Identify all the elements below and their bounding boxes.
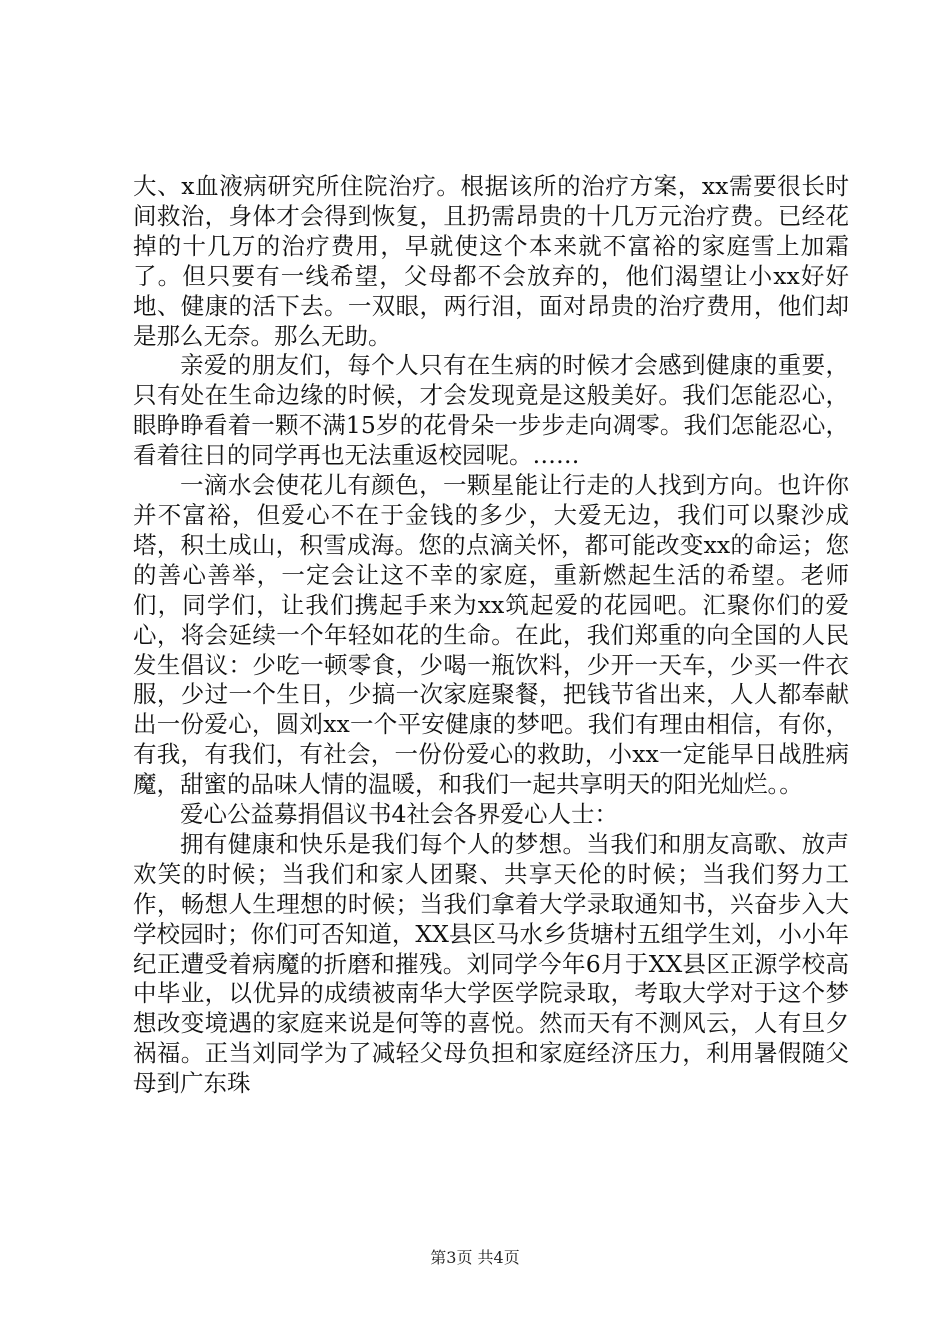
- page-number-footer: 第3页 共4页: [430, 1248, 520, 1267]
- paragraph-5: 拥有健康和快乐是我们每个人的梦想。当我们和朋友高歌、放声欢笑的时候；当我们和家人团聚、共享天伦的时候；当我们努力工作，畅想人生理想的时候；当我们拿着大学录取通知书，兴奋步入大学校园时；你们可否知道，XX县区马水乡货塘村五组学生刘，小小年纪正遭受着病魔的折磨和摧残。刘同学今年6月于XX县区正源学校高中毕业，以优异的成绩被南华大学医学院录取，考取大学对于这个梦想改变境遇的家庭来说是何等的喜悦。然而天有不测风云，人有旦夕祸福。正当刘同学为了减轻父母负担和家庭经济压力，利用暑假随父母到广东珠: [133, 829, 849, 1098]
- paragraph-2: 亲爱的朋友们，每个人只有在生病的时候才会感到健康的重要，只有处在生命边缘的时候，才会发现竟是这般美好。我们怎能忍心，眼睁睁看着一颗不满15岁的花骨朵一步步走向凋零。我们怎能忍心，看着往日的同学再也无法重返校园呢。……: [133, 351, 849, 470]
- paragraph-1: 大、x血液病研究所住院治疗。根据该所的治疗方案，xx需要很长时间救治，身体才会得到恢复，且扔需昂贵的十几万元治疗费。已经花掉的十几万的治疗费用，早就使这个本来就不富裕的家庭雪上加霜了。但只要有一线希望，父母都不会放弃的，他们渴望让小xx好好地、健康的活下去。一双眼，两行泪，面对昂贵的治疗费用，他们却是那么无奈。那么无助。: [133, 172, 849, 350]
- paragraph-4-heading: 爱心公益募捐倡议书4社会各界爱心人士：: [180, 800, 618, 829]
- paragraph-3: 一滴水会使花儿有颜色，一颗星能让行走的人找到方向。也许你并不富裕，但爱心不在于金钱的多少，大爱无边，我们可以聚沙成塔，积土成山，积雪成海。您的点滴关怀，都可能改变xx的命运；您的善心善举，一定会让这不幸的家庭，重新燃起生活的希望。老师们，同学们，让我们携起手来为xx筑起爱的花园吧。汇聚你们的爱心，将会延续一个年轻如花的生命。在此，我们郑重的向全国的人民发生倡议：少吃一顿零食，少喝一瓶饮料，少开一天车，少买一件衣服，少过一个生日，少搞一次家庭聚餐，把钱节省出来，人人都奉献出一份爱心，圆刘xx一个平安健康的梦吧。我们有理由相信，有你，有我，有我们，有社会，一份份爱心的救助，小xx一定能早日战胜病魔，甜蜜的品味人情的温暖，和我们一起共享明天的阳光灿烂。。: [133, 471, 849, 799]
- document-body: [133, 172, 849, 1099]
